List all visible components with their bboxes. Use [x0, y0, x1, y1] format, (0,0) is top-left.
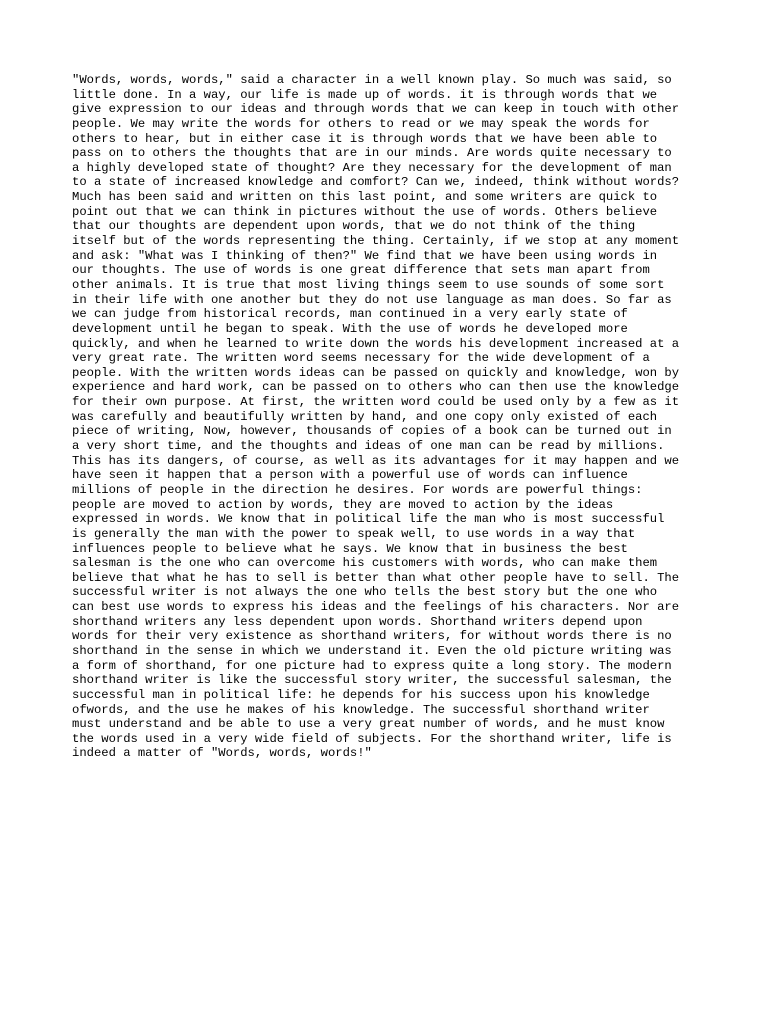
text-line: influences people to believe what he says. We know that in business the best [72, 541, 628, 556]
text-line: successful man in political life: he depends for his success upon his knowledge [72, 687, 650, 702]
text-line: point out that we can think in pictures without the use of words. Others believe [72, 204, 658, 219]
text-line: experience and hard work, can be passed on to others who can then use the knowledge [72, 380, 680, 395]
text-line: people. With the written words ideas can be passed on quickly and knowledge, won by [72, 365, 680, 380]
body-text [72, 73, 712, 761]
text-line: can best use words to express his ideas and the feelings of his characters. Nor are [72, 600, 680, 615]
text-line: very great rate. The written word seems necessary for the wide development of a [72, 351, 650, 366]
text-line: to a state of increased knowledge and comfort? Can we, indeed, think without words? [72, 175, 680, 190]
text-line: a highly developed state of thought? Are they necessary for the development of man [72, 160, 672, 175]
text-line: our thoughts. The use of words is one great difference that sets man apart from [72, 263, 650, 278]
text-line: shorthand in the sense in which we understand it. Even the old picture writing was [72, 643, 672, 658]
text-line: little done. In a way, our life is made up of words. it is through words that we [72, 87, 658, 102]
text-line: is generally the man with the power to speak well, to use words in a way that [72, 526, 636, 541]
text-line: shorthand writers any less dependent upon words. Shorthand writers depend upon [72, 614, 643, 629]
text-line: other animals. It is true that most living things seem to use sounds of some sort [72, 277, 665, 292]
text-line: shorthand writer is like the successful story writer, the successful salesman, the [72, 673, 672, 688]
text-line: that our thoughts are dependent upon words, that we do not think of the thing [72, 219, 636, 234]
text-line: we can judge from historical records, man continued in a very early state of [72, 307, 628, 322]
text-line: Much has been said and written on this last point, and some writers are quick to [72, 190, 658, 205]
text-line: people are moved to action by words, they are moved to action by the ideas [72, 497, 614, 512]
text-line: words for their very existence as shorthand writers, for without words there is no [72, 629, 672, 644]
text-line: millions of people in the direction he desires. For words are powerful things: [72, 482, 643, 497]
text-line: and ask: "What was I thinking of then?" We find that we have been using words in [72, 248, 658, 263]
text-line: ofwords, and the use he makes of his knowledge. The successful shorthand writer [72, 702, 650, 717]
text-line: piece of writing, Now, however, thousands of copies of a book can be turned out in [72, 424, 672, 439]
text-line: in their life with one another but they do not use language as man does. So far as [72, 292, 672, 307]
text-line: development until he began to speak. With the use of words he developed more [72, 321, 628, 336]
text-line: give expression to our ideas and through words that we can keep in touch with other [72, 102, 680, 117]
text-line: must understand and be able to use a very great number of words, and he must know [72, 717, 665, 732]
text-line: indeed a matter of "Words, words, words!" [72, 746, 372, 761]
text-line: expressed in words. We know that in political life the man who is most successful [72, 512, 665, 527]
text-line: This has its dangers, of course, as well as its advantages for it may happen and we [72, 453, 680, 468]
text-line: "Words, words, words," said a character in a well known play. So much was said, so [72, 73, 672, 87]
text-line: successful writer is not always the one who tells the best story but the one who [72, 585, 658, 600]
text-line: for their own purpose. At first, the written word could be used only by a few as it [72, 395, 680, 410]
text-line: a very short time, and the thoughts and ideas of one man can be read by millions. [72, 439, 665, 454]
text-line: others to hear, but in either case it is through words that we have been able to [72, 131, 658, 146]
text-line: itself but of the words representing the thing. Certainly, if we stop at any moment [72, 234, 680, 249]
text-line: people. We may write the words for others to read or we may speak the words for [72, 116, 650, 131]
text-line: the words used in a very wide field of subjects. For the shorthand writer, life is [72, 731, 672, 746]
text-line: pass on to others the thoughts that are in our minds. Are words quite necessary to [72, 146, 672, 161]
text-line: was carefully and beautifully written by hand, and one copy only existed of each [72, 409, 658, 424]
text-line: have seen it happen that a person with a powerful use of words can influence [72, 468, 628, 483]
text-line: quickly, and when he learned to write down the words his development increased at a [72, 336, 680, 351]
text-line: believe that what he has to sell is better than what other people have to sell. The [72, 570, 680, 585]
text-line: a form of shorthand, for one picture had to express quite a long story. The modern [72, 658, 672, 673]
text-line: salesman is the one who can overcome his customers with words, who can make them [72, 556, 658, 571]
